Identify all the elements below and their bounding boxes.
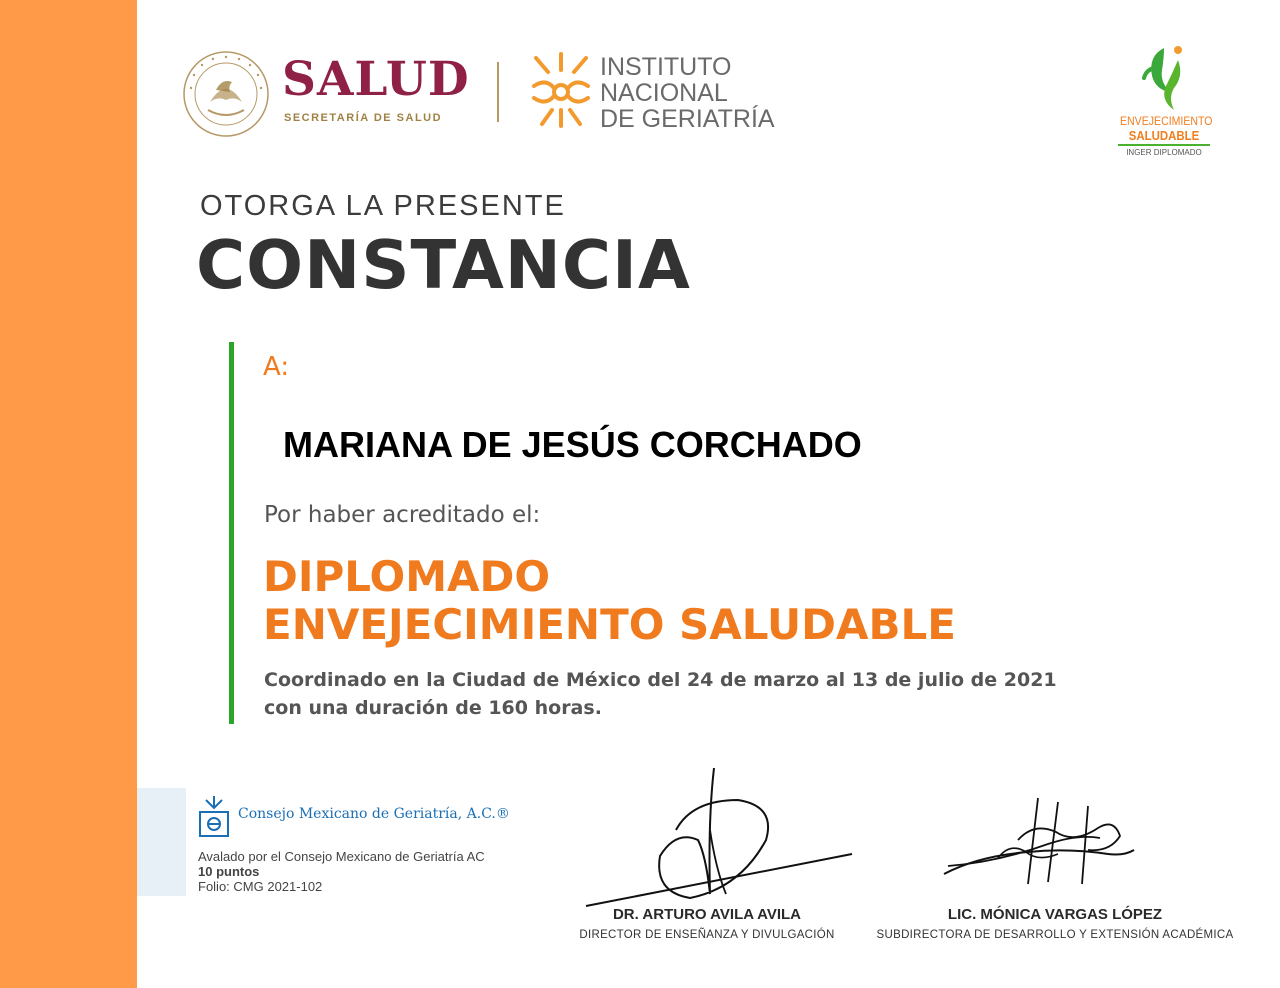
national-seal-icon [182, 50, 270, 138]
endorsed-by-text: Avalado por el Consejo Mexicano de Geriatría AC [198, 849, 485, 864]
signatory-role-right: SUBDIRECTORA DE DESARROLLO Y EXTENSIÓN ACADÉMICA [876, 929, 1234, 941]
institute-line-3: DE GERIATRÍA [600, 105, 775, 133]
geriatrics-institute-icon [528, 52, 594, 128]
header-logos [178, 46, 778, 136]
program-logo-rule [1118, 144, 1210, 146]
institute-line-2: NACIONAL [600, 79, 728, 107]
certificate-title: CONSTANCIA [196, 226, 691, 304]
course-title [263, 553, 956, 649]
signature-image-left [580, 760, 860, 910]
reason-text: Por haber acreditado el: [264, 502, 541, 528]
signatory-name-right: LIC. MÓNICA VARGAS LÓPEZ [947, 906, 1163, 923]
program-logo-line-2: SALUDABLE [1128, 128, 1200, 143]
salud-title: SALUD [282, 52, 470, 107]
signature-left [527, 906, 887, 941]
institute-line-1: INSTITUTO [600, 53, 732, 81]
salud-subtitle: SECRETARÍA DE SALUD [284, 112, 443, 124]
course-title-line-2: ENVEJECIMIENTO SALUDABLE [263, 600, 956, 649]
signature-image-right [938, 792, 1138, 892]
signature-right [875, 906, 1235, 941]
endorsement-block [198, 792, 538, 902]
to-label: A: [263, 352, 290, 382]
council-name: Consejo Mexicano de Geriatría, A.C.® [238, 806, 510, 822]
course-details-line-1: Coordinado en la Ciudad de México del 24 de marzo al 13 de julio de 2021 [264, 669, 1057, 691]
points-text: 10 puntos [198, 864, 260, 879]
folio-text: Folio: CMG 2021-102 [198, 879, 323, 894]
geriatrics-council-icon [198, 794, 230, 838]
green-rule [229, 342, 234, 724]
course-title-line-1: DIPLOMADO [263, 552, 551, 601]
program-logo-line-1: ENVEJECIMIENTO [1120, 114, 1213, 128]
signatory-name-left: DR. ARTURO AVILA AVILA [612, 906, 802, 923]
program-logo-line-3: INGER DIPLOMADO [1126, 148, 1202, 157]
recipient-name: MARIANA DE JESÚS CORCHADO [283, 424, 862, 465]
signatory-role-left: DIRECTOR DE ENSEÑANZA Y DIVULGACIÓN [579, 929, 835, 941]
logo-divider [497, 62, 499, 122]
healthy-aging-figure-icon [1134, 42, 1194, 112]
orange-side-bar [0, 0, 137, 988]
program-logo [1114, 42, 1214, 166]
course-details [264, 666, 1057, 722]
intro-text: OTORGA LA PRESENTE [200, 190, 566, 222]
course-details-line-2: con una duración de 160 horas. [264, 697, 602, 719]
side-notch [137, 788, 186, 896]
institute-name [600, 54, 775, 132]
